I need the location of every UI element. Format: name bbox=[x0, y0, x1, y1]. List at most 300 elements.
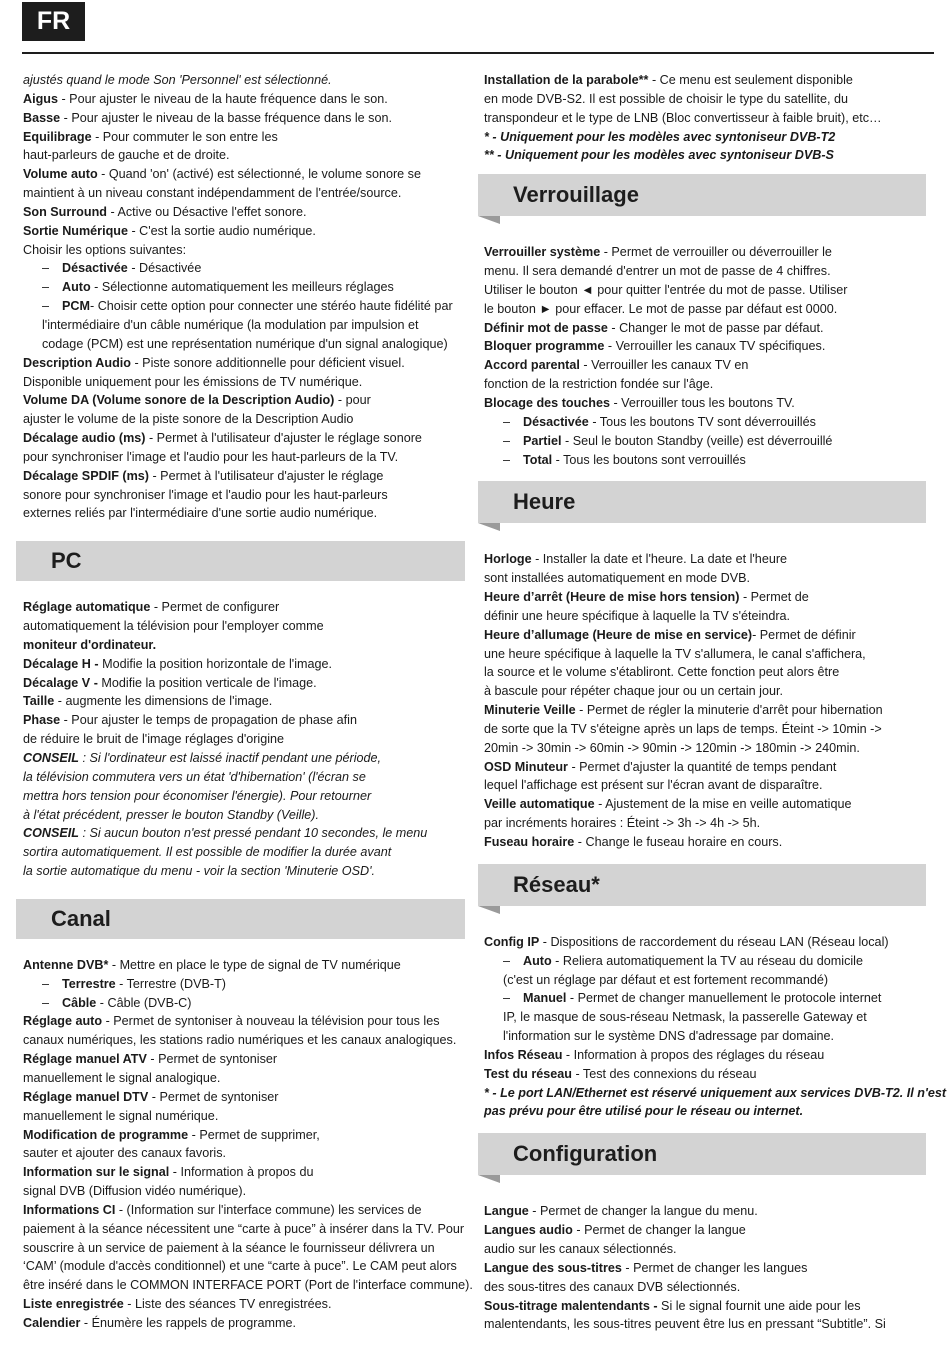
dash-bullet: – bbox=[503, 953, 511, 968]
text-line bbox=[23, 862, 473, 881]
term-label: Désactivée bbox=[523, 414, 589, 429]
term-label: Définir mot de passe bbox=[484, 320, 608, 335]
text-line bbox=[23, 297, 473, 316]
line-text: - Pour ajuster le temps de propagation de phase afin bbox=[60, 713, 357, 728]
term-label: Partiel bbox=[523, 433, 562, 448]
line-text: - Permet de supprimer, bbox=[188, 1127, 320, 1142]
text-line bbox=[484, 989, 934, 1008]
text-line bbox=[484, 971, 934, 990]
dash-bullet: – bbox=[42, 995, 50, 1010]
line-text: Utiliser le bouton ◄ pour quitter l'entrée du mot de passe. Utiliser bbox=[484, 282, 848, 297]
line-text: - Active ou Désactive l'effet sonore. bbox=[106, 204, 307, 219]
line-text: - Permet de syntoniser à nouveau la télévision pour tous les bbox=[102, 1014, 440, 1029]
line-text: par incréments horaires : Éteint -> 3h -> 4h -> 5h. bbox=[484, 816, 761, 831]
line-text: Si le signal fournit une aide pour les bbox=[657, 1298, 861, 1313]
text-line bbox=[23, 768, 473, 787]
line-text: l'information sur le système DNS d'adressage par domaine. bbox=[503, 1029, 834, 1044]
line-text: la sortie automatique du menu - voir la section 'Minuterie OSD'. bbox=[23, 864, 375, 879]
line-text: - Test des connexions du réseau bbox=[571, 1066, 757, 1081]
dash-bullet: – bbox=[42, 976, 50, 991]
text-line bbox=[23, 467, 473, 486]
text-line bbox=[484, 550, 934, 569]
line-text: - Désactivée bbox=[127, 261, 202, 276]
term-label: Accord parental bbox=[484, 358, 580, 373]
text-line bbox=[23, 711, 473, 730]
line-text: - (Information sur l'interface commune) les services de bbox=[115, 1202, 422, 1217]
text-line bbox=[484, 607, 934, 626]
section-header-heure: Heure bbox=[478, 481, 926, 523]
text-line bbox=[484, 569, 934, 588]
line-text: de sorte que la TV s'éteigne après un laps de temps. Éteint -> 10min -> bbox=[484, 721, 882, 736]
line-text: manuellement le signal numérique. bbox=[23, 1108, 219, 1123]
text-line bbox=[23, 278, 473, 297]
canal-section-text bbox=[23, 956, 473, 1333]
line-text: (c'est un réglage par défaut et est fortement recommandé) bbox=[503, 972, 829, 987]
line-text: malentendants, les sous-titres peuvent être lus en pressant “Subtitle”. Si bbox=[484, 1317, 886, 1332]
text-line bbox=[23, 241, 473, 260]
term-label: Description Audio bbox=[23, 355, 131, 370]
text-line bbox=[484, 1297, 934, 1316]
text-line bbox=[484, 300, 934, 319]
text-line bbox=[23, 1126, 473, 1145]
line-text: - Permet de changer la langue du menu. bbox=[528, 1204, 758, 1219]
text-line bbox=[484, 432, 934, 451]
text-line bbox=[23, 259, 473, 278]
term-label: Réglage automatique bbox=[23, 600, 151, 615]
term-label: CONSEIL bbox=[23, 826, 79, 841]
text-line bbox=[23, 994, 473, 1013]
text-line bbox=[23, 1276, 473, 1295]
line-text: être inséré dans le COMMON INTERFACE PORT (Port de l'interface commune). bbox=[23, 1278, 473, 1293]
line-text: - Terrestre (DVB-T) bbox=[115, 976, 226, 991]
line-text: * - Uniquement pour les modèles avec syntoniseur DVB-T2 bbox=[484, 129, 836, 144]
line-text: le bouton ► pour effacer. Le mot de passe par défaut est 0000. bbox=[484, 301, 838, 316]
right-column bbox=[484, 71, 947, 1334]
line-text: : Si aucun bouton n'est pressé pendant 10 secondes, le menu bbox=[78, 826, 428, 841]
text-line bbox=[23, 617, 473, 636]
text-line bbox=[23, 1012, 473, 1031]
line-text: Modifie la position horizontale de l'image. bbox=[98, 656, 333, 671]
text-line bbox=[23, 1163, 473, 1182]
term-label: Information sur le signal bbox=[23, 1165, 170, 1180]
dash-bullet: – bbox=[42, 280, 50, 295]
text-line bbox=[23, 1314, 473, 1333]
text-line bbox=[484, 645, 934, 664]
text-line bbox=[484, 776, 934, 795]
line-text: à l'état précédent, presser le bouton Standby (Veille). bbox=[23, 807, 319, 822]
term-label: Décalage V - bbox=[23, 675, 98, 690]
line-text: - Permet de définir bbox=[752, 627, 856, 642]
term-label: Son Surround bbox=[23, 204, 107, 219]
line-text: lequel l'affichage est présent sur l'écran avant de disparaître. bbox=[484, 778, 823, 793]
line-text: externes reliés par l'intermédiaire d'une sortie audio numérique. bbox=[23, 506, 378, 521]
section-header-reseau: Réseau* bbox=[478, 864, 926, 906]
line-text: à bascule pour répéter chaque jour ou un certain jour. bbox=[484, 684, 783, 699]
line-text: - Permet à l'utilisateur d'ajuster le réglage bbox=[148, 468, 384, 483]
text-line bbox=[484, 109, 934, 128]
text-line bbox=[23, 636, 473, 655]
language-tag: FR bbox=[22, 2, 85, 41]
text-line bbox=[23, 146, 473, 165]
text-line bbox=[484, 1008, 934, 1027]
line-text: canaux numériques, les stations radio numériques et les canaux analogiques. bbox=[23, 1033, 457, 1048]
text-line bbox=[484, 1046, 934, 1065]
text-line bbox=[484, 394, 934, 413]
line-text: - Permet de bbox=[739, 590, 809, 605]
term-label: Veille automatique bbox=[484, 797, 595, 812]
text-line bbox=[484, 588, 934, 607]
term-label: Désactivée bbox=[62, 261, 128, 276]
line-text: transpondeur et le type de LNB (Bloc convertisseur à faible bruit), etc… bbox=[484, 110, 882, 125]
dash-bullet: – bbox=[42, 299, 50, 314]
text-line bbox=[23, 730, 473, 749]
text-line bbox=[484, 663, 934, 682]
text-line bbox=[484, 814, 934, 833]
text-line bbox=[23, 806, 473, 825]
term-label: Heure d’arrêt (Heure de mise hors tension) bbox=[484, 590, 740, 605]
line-text: définir une heure spécifique à laquelle la TV s'éteindra. bbox=[484, 608, 791, 623]
term-label: Config IP bbox=[484, 934, 540, 949]
term-label: Minuterie Veille bbox=[484, 703, 576, 718]
text-line bbox=[484, 833, 934, 852]
text-line bbox=[484, 795, 934, 814]
line-text: codage (PCM) est une représentation numérique d'un signal analogique) bbox=[42, 336, 448, 351]
term-label: Informations CI bbox=[23, 1202, 116, 1217]
text-line bbox=[484, 758, 934, 777]
line-text: - Permet de changer la langue bbox=[572, 1223, 746, 1238]
text-line bbox=[23, 1088, 473, 1107]
text-line bbox=[23, 598, 473, 617]
line-text: - Ce menu est seulement disponible bbox=[648, 73, 853, 87]
line-text: - Permet de changer les langues bbox=[621, 1260, 808, 1275]
term-label: Blocage des touches bbox=[484, 395, 610, 410]
term-label: Langue bbox=[484, 1204, 529, 1219]
line-text: - Tous les boutons sont verrouillés bbox=[552, 452, 746, 467]
term-label: Antenne DVB* bbox=[23, 957, 109, 972]
text-line bbox=[23, 975, 473, 994]
text-line bbox=[484, 682, 934, 701]
term-label: moniteur d'ordinateur. bbox=[23, 637, 157, 652]
text-line bbox=[484, 626, 934, 645]
dash-bullet: – bbox=[42, 261, 50, 276]
term-label: Test du réseau bbox=[484, 1066, 572, 1081]
line-text: sonore pour synchroniser l'image et l'audio pour les haut-parleurs bbox=[23, 487, 388, 502]
term-label: Installation de la parabole** bbox=[484, 73, 649, 87]
text-line bbox=[23, 692, 473, 711]
line-text: maintient à un niveau constant indépendamment de l'entrée/source. bbox=[23, 186, 402, 201]
line-text: sont installées automatiquement en mode DVB. bbox=[484, 571, 751, 586]
line-text: - Permet de syntoniser bbox=[148, 1089, 279, 1104]
text-line bbox=[23, 410, 473, 429]
line-text: - Pour ajuster le niveau de la haute fréquence dans le son. bbox=[57, 91, 388, 106]
line-text: - Seul le bouton Standby (veille) est déverrouillé bbox=[561, 433, 833, 448]
term-label: Décalage audio (ms) bbox=[23, 431, 146, 446]
text-line bbox=[484, 71, 934, 90]
term-label: Sous-titrage malentendants - bbox=[484, 1298, 658, 1313]
text-line bbox=[23, 655, 473, 674]
line-text: pour synchroniser l'image et l'audio pour les haut-parleurs de la TV. bbox=[23, 449, 399, 464]
term-label: Equilibrage bbox=[23, 129, 92, 144]
line-text: - Sélectionne automatiquement les meilleurs réglages bbox=[90, 280, 394, 295]
term-label: Langue des sous-titres bbox=[484, 1260, 622, 1275]
term-label: Auto bbox=[62, 280, 91, 295]
line-text: - Mettre en place le type de signal de TV numérique bbox=[108, 957, 401, 972]
line-text: - Permet de changer manuellement le protocole internet bbox=[566, 991, 882, 1006]
term-label: Phase bbox=[23, 713, 61, 728]
line-text: - Pour ajuster le niveau de la basse fréquence dans le son. bbox=[60, 110, 392, 125]
text-line bbox=[23, 335, 473, 354]
audio-section-text bbox=[23, 71, 473, 523]
header-rule bbox=[22, 52, 934, 54]
line-text: IP, le masque de sous-réseau Netmask, la passerelle Gateway et bbox=[503, 1010, 867, 1025]
line-text: ajuster le volume de la piste sonore de la Description Audio bbox=[23, 412, 354, 427]
line-text: : Si l'ordinateur est laissé inactif pendant une période, bbox=[78, 751, 382, 765]
line-text: - Piste sonore additionnelle pour déficient visuel. bbox=[130, 355, 405, 370]
line-text: - Ajustement de la mise en veille automatique bbox=[594, 797, 852, 812]
line-text: - pour bbox=[334, 393, 371, 408]
line-text: ‘CAM’ (module d'accès conditionnel) et une “carte à puce”. Le CAM peut alors bbox=[23, 1259, 457, 1274]
text-line bbox=[23, 956, 473, 975]
text-line bbox=[23, 1050, 473, 1069]
line-text: 20min -> 30min -> 60min -> 90min -> 120min -> 180min -> 240min. bbox=[484, 740, 860, 755]
text-line bbox=[23, 824, 473, 843]
line-text: - Verrouiller les canaux TV en bbox=[579, 358, 749, 373]
term-label: Volume auto bbox=[23, 167, 98, 182]
line-text: sauter et ajouter des canaux favoris. bbox=[23, 1146, 227, 1161]
text-line bbox=[484, 933, 934, 952]
line-text: - Liste des séances TV enregistrées. bbox=[123, 1297, 332, 1312]
text-line bbox=[484, 243, 934, 262]
text-line bbox=[23, 1107, 473, 1126]
line-text: Disponible uniquement pour les émissions de TV numérique. bbox=[23, 374, 363, 389]
line-text: - Reliera automatiquement la TV au réseau du domicile bbox=[551, 953, 863, 968]
lock-section-text bbox=[484, 243, 934, 469]
term-label: Horloge bbox=[484, 552, 532, 567]
dash-bullet: – bbox=[503, 991, 511, 1006]
text-line bbox=[23, 448, 473, 467]
line-text: fonction de la restriction fondée sur l'âge. bbox=[484, 377, 714, 392]
text-line bbox=[23, 749, 473, 768]
line-text: - Tous les boutons TV sont déverrouillés bbox=[588, 414, 816, 429]
text-line bbox=[484, 1221, 934, 1240]
line-text: la télévision commutera vers un état 'd'hibernation' (l'écran se bbox=[23, 769, 366, 784]
line-text: en mode DVB-S2. Il est possible de choisir le type du satellite, du bbox=[484, 91, 849, 106]
term-label: CONSEIL bbox=[23, 751, 79, 765]
term-label: Terrestre bbox=[62, 976, 116, 991]
text-line bbox=[23, 71, 473, 90]
term-label: Bloquer programme bbox=[484, 339, 605, 354]
line-text: - Permet d'ajuster la quantité de temps pendant bbox=[567, 759, 837, 774]
text-line bbox=[23, 1257, 473, 1276]
line-text: la source et le volume s'établiront. Cette fonction peut alors être bbox=[484, 665, 840, 680]
term-label: Câble bbox=[62, 995, 97, 1010]
line-text: - Information à propos des réglages du réseau bbox=[562, 1047, 825, 1062]
text-line bbox=[484, 701, 934, 720]
text-line bbox=[484, 146, 934, 165]
text-line bbox=[23, 316, 473, 335]
section-header-pc: PC bbox=[16, 541, 465, 581]
line-text: menu. Il sera demandé d'entrer un mot de passe de 4 chiffres. bbox=[484, 264, 831, 279]
line-text: - Permet de syntoniser bbox=[146, 1052, 278, 1067]
text-line bbox=[484, 337, 934, 356]
line-text: - Verrouiller tous les boutons TV. bbox=[609, 395, 795, 410]
line-text: - Permet de configurer bbox=[150, 600, 280, 615]
config-section-text bbox=[484, 1202, 934, 1334]
text-line bbox=[23, 429, 473, 448]
text-line bbox=[484, 319, 934, 338]
text-line bbox=[23, 373, 473, 392]
satellite-section-text bbox=[484, 71, 934, 165]
line-text: - Permet à l'utilisateur d'ajuster le réglage sonore bbox=[145, 431, 422, 446]
line-text: paiement à la séance nécessitent une “carte à puce” à insérer dans la TV. Pour bbox=[23, 1221, 465, 1236]
term-label: Infos Réseau bbox=[484, 1047, 563, 1062]
line-text: * - Le port LAN/Ethernet est réservé uniquement aux services DVB-T2. Il n'est bbox=[484, 1085, 947, 1100]
term-label: Calendier bbox=[23, 1315, 81, 1330]
term-label: Réglage auto bbox=[23, 1014, 103, 1029]
line-text: l'intermédiaire d'un câble numérique (la modulation par impulsion et bbox=[42, 317, 419, 332]
line-text: souscrire à un service de paiement à la séance le fournisseur délivrera un bbox=[23, 1240, 435, 1255]
left-column bbox=[23, 71, 473, 1333]
line-text: - Permet de régler la minuterie d'arrêt pour hibernation bbox=[575, 703, 883, 718]
text-line bbox=[23, 109, 473, 128]
text-line bbox=[23, 504, 473, 523]
term-label: Verrouiller système bbox=[484, 245, 601, 260]
term-label: Volume DA (Volume sonore de la Description Audio) bbox=[23, 393, 335, 408]
pc-section-text bbox=[23, 598, 473, 881]
text-line bbox=[23, 391, 473, 410]
text-line bbox=[484, 1278, 934, 1297]
line-text: - Dispositions de raccordement du réseau LAN (Réseau local) bbox=[539, 934, 889, 949]
line-text: de réduire le bruit de l'image réglages d'origine bbox=[23, 732, 285, 747]
time-section-text bbox=[484, 550, 934, 852]
text-line bbox=[23, 1031, 473, 1050]
term-label: Sortie Numérique bbox=[23, 223, 128, 238]
text-line bbox=[23, 787, 473, 806]
term-label: Basse bbox=[23, 110, 61, 125]
text-line bbox=[23, 165, 473, 184]
term-label: Décalage SPDIF (ms) bbox=[23, 468, 149, 483]
network-section-text bbox=[484, 933, 947, 1121]
section-header-configuration: Configuration bbox=[478, 1133, 926, 1175]
text-line bbox=[484, 90, 934, 109]
term-label: Réglage manuel ATV bbox=[23, 1052, 147, 1067]
line-text: automatiquement la télévision pour l'employer comme bbox=[23, 619, 324, 634]
term-label: Modification de programme bbox=[23, 1127, 189, 1142]
line-text: - Information à propos du bbox=[169, 1165, 314, 1180]
text-line bbox=[484, 262, 934, 281]
text-line bbox=[484, 739, 934, 758]
line-text: ajustés quand le mode Son 'Personnel' est sélectionné. bbox=[23, 73, 332, 87]
line-text: audio sur les canaux sélectionnés. bbox=[484, 1241, 677, 1256]
text-line bbox=[23, 1239, 473, 1258]
section-header-canal: Canal bbox=[16, 899, 465, 939]
text-line bbox=[484, 952, 934, 971]
line-text: sortira automatiquement. Il est possible de modifier la durée avant bbox=[23, 845, 392, 860]
line-text: manuellement le signal analogique. bbox=[23, 1070, 221, 1085]
text-line bbox=[23, 843, 473, 862]
line-text: - Choisir cette option pour connecter une stéréo haute fidélité par bbox=[90, 299, 453, 314]
text-line bbox=[23, 128, 473, 147]
line-text: - Change le fuseau horaire en cours. bbox=[574, 835, 783, 849]
line-text: - Installer la date et l'heure. La date et l'heure bbox=[531, 552, 788, 567]
text-line bbox=[23, 354, 473, 373]
text-line bbox=[484, 413, 934, 432]
line-text: - Quand 'on' (activé) est sélectionné, le volume sonore se bbox=[97, 167, 421, 182]
line-text: ** - Uniquement pour les modèles avec syntoniseur DVB-S bbox=[484, 148, 834, 163]
text-line bbox=[484, 1084, 947, 1103]
text-line bbox=[484, 1065, 934, 1084]
term-label: Réglage manuel DTV bbox=[23, 1089, 149, 1104]
section-header-verrouillage: Verrouillage bbox=[478, 174, 926, 216]
line-text: une heure spécifique à laquelle la TV s'allumera, le canal s'affichera, bbox=[484, 646, 866, 661]
text-line bbox=[484, 375, 934, 394]
text-line bbox=[484, 1240, 934, 1259]
text-line bbox=[23, 1144, 473, 1163]
term-label: OSD Minuteur bbox=[484, 759, 568, 774]
line-text: Modifie la position verticale de l'image. bbox=[97, 675, 317, 690]
line-text: - Verrouiller les canaux TV spécifiques. bbox=[604, 339, 826, 354]
line-text: haut-parleurs de gauche et de droite. bbox=[23, 148, 230, 163]
line-text: - Pour commuter le son entre les bbox=[91, 129, 278, 144]
text-line bbox=[484, 1315, 934, 1334]
text-line bbox=[23, 1182, 473, 1201]
term-label: Manuel bbox=[523, 991, 567, 1006]
text-line bbox=[484, 451, 934, 470]
text-line bbox=[23, 222, 473, 241]
text-line bbox=[23, 1201, 473, 1220]
line-text: mettra hors tension pour économiser l'énergie). Pour retourner bbox=[23, 788, 372, 803]
text-line bbox=[484, 1259, 934, 1278]
line-text: Choisir les options suivantes: bbox=[23, 242, 187, 257]
term-label: Langues audio bbox=[484, 1223, 573, 1238]
line-text: des sous-titres des canaux DVB sélectionnés. bbox=[484, 1279, 741, 1294]
line-text: - Câble (DVB-C) bbox=[96, 995, 192, 1010]
dash-bullet: – bbox=[503, 414, 511, 429]
text-line bbox=[23, 90, 473, 109]
text-line bbox=[23, 674, 473, 693]
dash-bullet: – bbox=[503, 452, 511, 467]
text-line bbox=[23, 486, 473, 505]
term-label: Total bbox=[523, 452, 553, 467]
text-line bbox=[23, 1220, 473, 1239]
term-label: Auto bbox=[523, 953, 552, 968]
term-label: Taille bbox=[23, 694, 55, 709]
term-label: Décalage H - bbox=[23, 656, 99, 671]
term-label: Aigus bbox=[23, 91, 58, 106]
text-line bbox=[484, 1202, 934, 1221]
term-label: Fuseau horaire bbox=[484, 835, 575, 849]
line-text: pas prévu pour être utilisé pour le réseau ou internet. bbox=[484, 1104, 804, 1119]
term-label: Heure d’allumage (Heure de mise en service) bbox=[484, 627, 753, 642]
term-label: Liste enregistrée bbox=[23, 1297, 124, 1312]
line-text: - Énumère les rappels de programme. bbox=[80, 1315, 296, 1330]
line-text: - Permet de verrouiller ou déverrouiller le bbox=[600, 245, 832, 260]
text-line bbox=[484, 356, 934, 375]
text-line bbox=[484, 281, 934, 300]
term-label: PCM bbox=[62, 299, 90, 314]
line-text: - augmente les dimensions de l'image. bbox=[54, 694, 273, 709]
text-line bbox=[484, 1102, 934, 1121]
dash-bullet: – bbox=[503, 433, 511, 448]
text-line bbox=[23, 203, 473, 222]
line-text: - C'est la sortie audio numérique. bbox=[127, 223, 316, 238]
line-text: signal DVB (Diffusion vidéo numérique). bbox=[23, 1184, 247, 1199]
text-line bbox=[23, 184, 473, 203]
text-line bbox=[23, 1295, 473, 1314]
line-text: - Changer le mot de passe par défaut. bbox=[607, 320, 824, 335]
text-line bbox=[484, 128, 934, 147]
text-line bbox=[484, 1027, 934, 1046]
